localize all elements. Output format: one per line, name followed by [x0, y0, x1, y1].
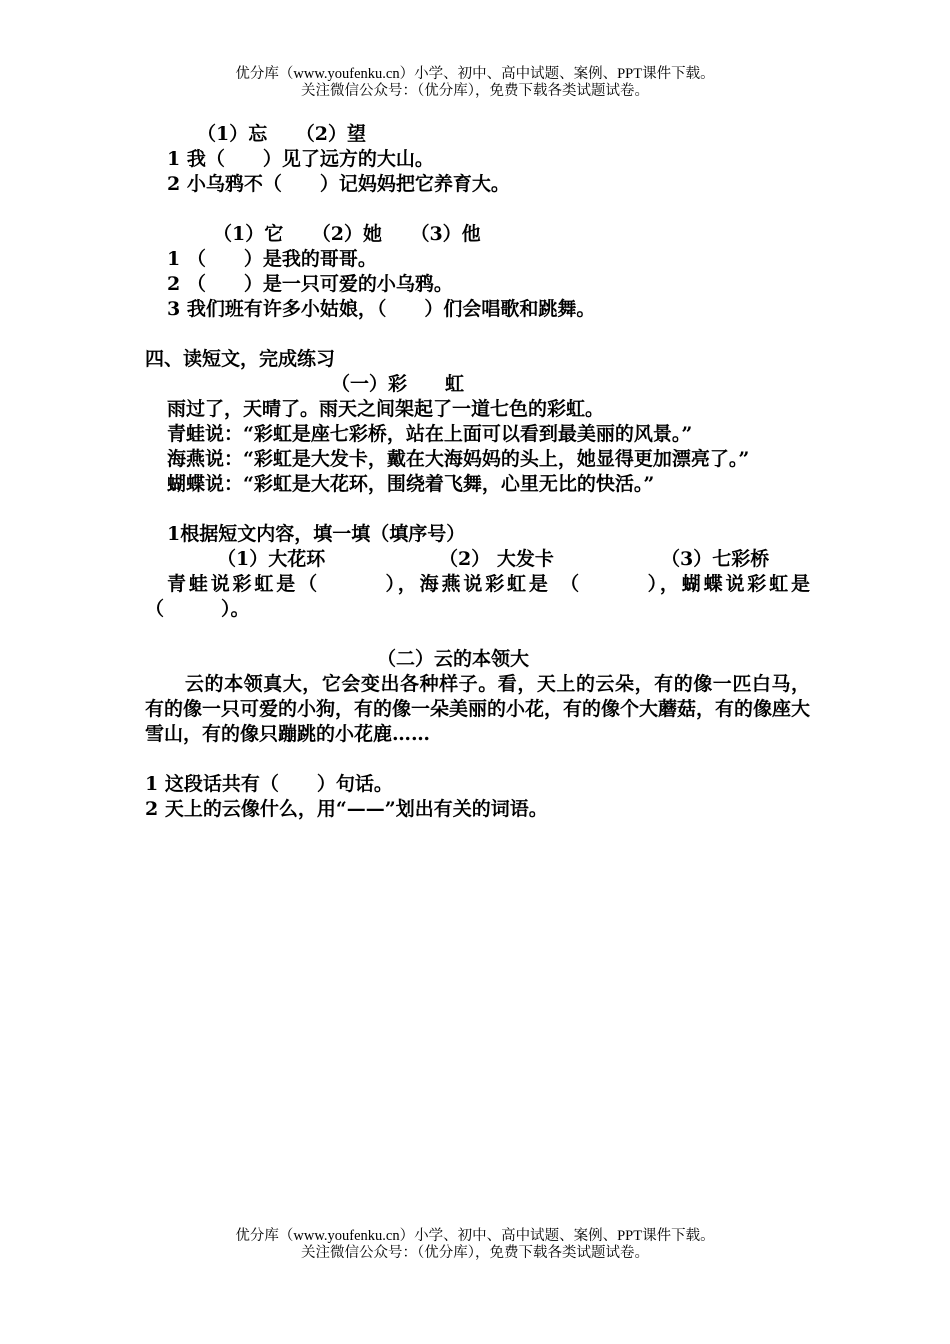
- passage-1-paragraph-1: 雨过了，天晴了。雨天之间架起了一道七色的彩虹。: [167, 398, 605, 420]
- passage-2-question-2: 2 天上的云像什么，用“——”划出有关的词语。: [145, 798, 548, 820]
- spacer: [145, 322, 810, 347]
- passage-2-paragraph-1: 云的本领真大，它会变出各种样子。看，天上的云朵，有的像一匹白马，有的像一只可爱的小狗，有的像一朵美丽的小花，有的像个大蘑菇，有的像座大雪山，有的像只蹦跳的小花鹿……: [145, 673, 811, 745]
- choice1-question-2: 2 小乌鸦不（ ）记妈妈把它养育大。: [167, 173, 510, 195]
- document-body: [145, 122, 810, 822]
- passage-1-question-1-options: [145, 547, 810, 572]
- passage-2-question-1: 1 这段话共有（ ）句话。: [145, 773, 393, 795]
- footer-line-2: 关注微信公众号：（优分库），免费下载各类试题试卷。: [301, 1245, 649, 1261]
- spacer: [145, 197, 810, 222]
- choice2-question-3: 3 我们班有许多小姑娘，（ ）们会唱歌和跳舞。: [167, 298, 596, 320]
- choice2-question-1: 1 （ ）是我的哥哥。: [167, 248, 377, 270]
- spacer: [145, 747, 810, 772]
- passage-1-question-1-text: 青蛙说彩虹是（ ），海燕说彩虹是 （ ），蝴蝶说彩虹是（ ）。: [145, 573, 810, 620]
- choice2-options: （1）它 （2）她 （3）他: [213, 223, 481, 245]
- header-line-1: 优分库（www.youfenku.cn）小学、初中、高中试题、案例、PPT课件下载。: [235, 66, 715, 82]
- header-line-2: 关注微信公众号：（优分库），免费下载各类试题试卷。: [301, 83, 649, 99]
- page-header: [0, 66, 950, 100]
- passage-1-paragraph-2: 青蛙说：“彩虹是座七彩桥，站在上面可以看到最美丽的风景。”: [167, 423, 693, 445]
- passage-2-title: （二）云的本领大: [377, 648, 530, 670]
- option-2: （2） 大发卡: [439, 548, 554, 570]
- page-footer: [0, 1228, 950, 1262]
- spacer: [145, 622, 810, 647]
- passage-1-title: （一）彩 虹: [331, 373, 465, 395]
- spacer: [145, 497, 810, 522]
- option-3: （3）七彩桥: [661, 548, 770, 570]
- passage-1-question-1-title: 1根据短文内容，填一填（填序号）: [167, 523, 466, 545]
- passage-1-paragraph-4: 蝴蝶说：“彩虹是大花环，围绕着飞舞，心里无比的快活。”: [167, 473, 655, 495]
- passage-1-paragraph-3: 海燕说：“彩虹是大发卡，戴在大海妈妈的头上，她显得更加漂亮了。”: [167, 448, 750, 470]
- section-4-title: 四、读短文，完成练习: [145, 348, 336, 370]
- option-1: （1）大花环: [217, 548, 326, 570]
- choice2-question-2: 2 （ ）是一只可爱的小乌鸦。: [167, 273, 453, 295]
- choice1-question-1: 1 我（ ）见了远方的大山。: [167, 148, 434, 170]
- choice1-options: （1）忘 （2）望: [197, 123, 366, 145]
- footer-line-1: 优分库（www.youfenku.cn）小学、初中、高中试题、案例、PPT课件下载。: [235, 1228, 715, 1244]
